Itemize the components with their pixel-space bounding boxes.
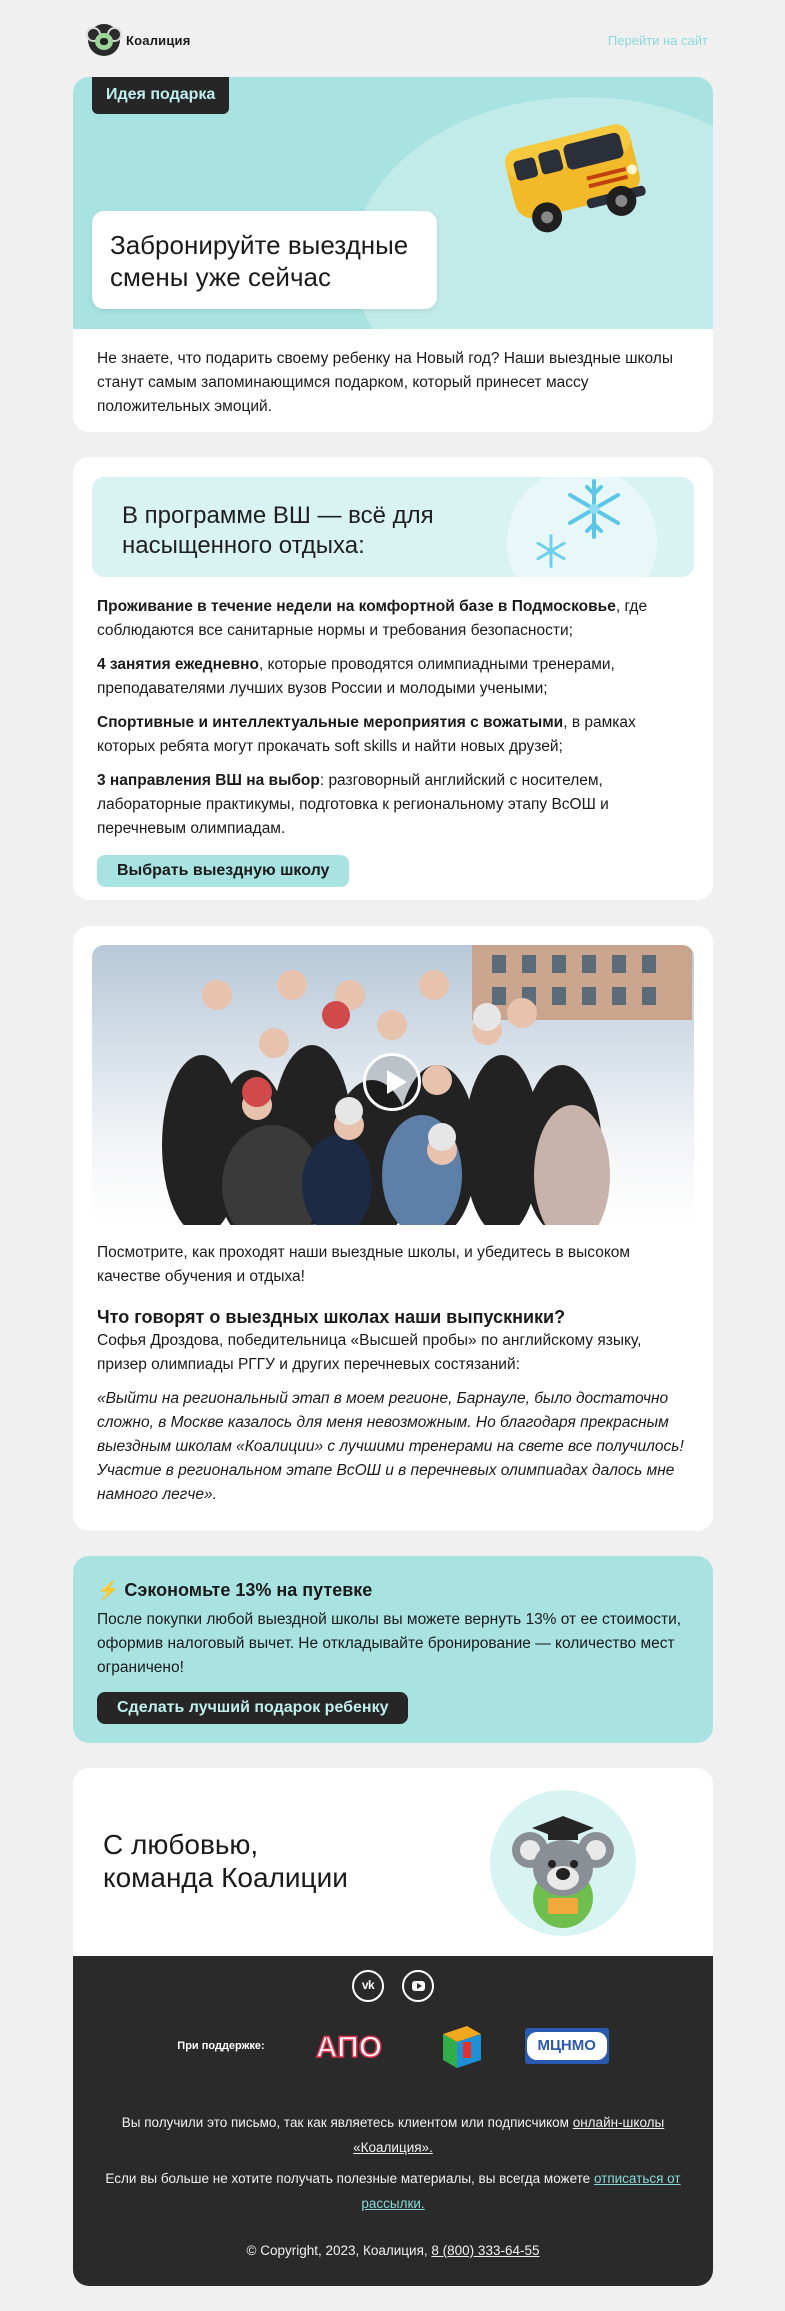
footer-copyright: © Copyright, 2023, Коалиция, 8 (800) 333-64-55 <box>246 2243 540 2258</box>
phone-link[interactable]: 8 (800) 333-64-55 <box>431 2243 540 2258</box>
apo-logo[interactable] <box>301 2030 397 2062</box>
snowflake-small-icon <box>532 532 570 570</box>
program-list <box>73 577 713 841</box>
program-item: Проживание в течение недели на комфортной базе в Подмосковье, где соблюдаются все санитарные нормы и требования безопасности; <box>97 598 648 639</box>
koala-mascot-icon <box>490 1790 636 1936</box>
go-to-site-link[interactable]: Перейти на сайт <box>607 32 708 48</box>
program-banner <box>92 477 694 577</box>
koala-logo-icon <box>88 24 120 56</box>
footer-reason: Вы получили это письмо, так как являетесь клиентом или подписчиком онлайн-школы «Коалиция». <box>121 2115 665 2155</box>
gift-idea-tag: Идея подарка <box>92 77 229 114</box>
testimonial-author: Софья Дроздова, победительница «Высшей пробы» по английскому языку, призер олимпиады РГГУ и других перечневых состязаний: <box>97 1332 642 1373</box>
program-title: В программе ВШ — всё для насыщенного отдыха: <box>122 502 434 559</box>
signature-line2: команда Коалиции <box>103 1862 348 1893</box>
signature-text <box>103 1828 348 1894</box>
program-item: Спортивные и интеллектуальные мероприятия с вожатыми, в рамках которых ребята могут прокачать soft skills и найти новых друзей; <box>97 714 636 755</box>
partners-row <box>73 2016 713 2076</box>
video-card <box>73 926 713 1531</box>
signature-line1: С любовью, <box>103 1829 259 1860</box>
svg-text:АПО: АПО <box>315 2031 382 2062</box>
program-card <box>73 457 713 900</box>
mcnmo-logo[interactable]: МЦНМО <box>525 2028 609 2064</box>
hero-banner <box>73 77 713 329</box>
video-thumbnail[interactable] <box>92 945 694 1225</box>
signature-card <box>73 1768 713 2286</box>
savings-text: После покупки любой выездной школы вы можете вернуть 13% от ее стоимости, оформив налоговый вычет. Не откладывайте бронирование — количество мест ограничено! <box>97 1611 682 1676</box>
school-bus-icon <box>501 97 651 247</box>
school-link[interactable]: онлайн-школы «Коалиция». <box>353 2115 665 2155</box>
testimonials-heading: Что говорят о выездных школах наши выпускники? <box>97 1307 566 1327</box>
partners-label: При поддержке: <box>177 2040 265 2052</box>
hero-text: Не знаете, что подарить своему ребенку на Новый год? Наши выездные школы станут самым запоминающимся подарком, который принесет массу положительных эмоций. <box>97 350 673 415</box>
program-item: 4 занятия ежедневно, которые проводятся олимпиадными тренерами, преподавателями лучших вузов России и молодыми учеными; <box>97 656 615 697</box>
testimonial-quote: «Выйти на региональный этап в моем регионе, Барнауле, было достаточно сложно, в Москве казалось для меня невозможным. Но благодаря прекрасным выездным школам «Коалиции» с лучшими тренерами на свете все получилось! Участие в региональном этапе ВсОШ и в перечневых олимпиадах далось мне намного легче». <box>97 1390 684 1503</box>
choose-school-button[interactable]: Выбрать выездную школу <box>97 855 349 887</box>
program-item: 3 направления ВШ на выбор: разговорный английский с носителем, лабораторные практикумы, подготовка к региональному этапу ВсОШ и перечневым олимпиадам. <box>97 772 609 837</box>
savings-heading: ⚡ Сэкономьте 13% на путевке <box>97 1580 373 1600</box>
snowflake-icon <box>562 477 626 541</box>
footer-unsubscribe: Если вы больше не хотите получать полезные материалы, вы всегда можете отписаться от рассылки. <box>105 2171 681 2211</box>
vk-icon[interactable]: vk <box>352 1970 384 2002</box>
best-gift-button[interactable]: Сделать лучший подарок ребенку <box>97 1692 408 1724</box>
hero-title: Забронируйте выездные смены уже сейчас <box>110 230 409 292</box>
email-header <box>88 22 708 58</box>
video-caption: Посмотрите, как проходят наши выездные школы, и убедитесь в высоком качестве обучения и отдыха! <box>97 1244 631 1285</box>
unsubscribe-link[interactable]: отписаться от рассылки. <box>361 2171 681 2211</box>
footer <box>73 1956 713 2286</box>
signature-block <box>73 1768 713 1956</box>
hero-title-box <box>92 211 437 309</box>
cube-partner-logo[interactable] <box>433 2020 489 2072</box>
youtube-icon[interactable] <box>402 1970 434 2002</box>
play-icon[interactable] <box>363 1053 421 1111</box>
logo[interactable] <box>88 24 191 56</box>
social-links <box>73 1970 713 2002</box>
logo-text: Коалиция <box>126 32 191 48</box>
hero-card <box>73 77 713 432</box>
savings-card <box>73 1556 713 1743</box>
